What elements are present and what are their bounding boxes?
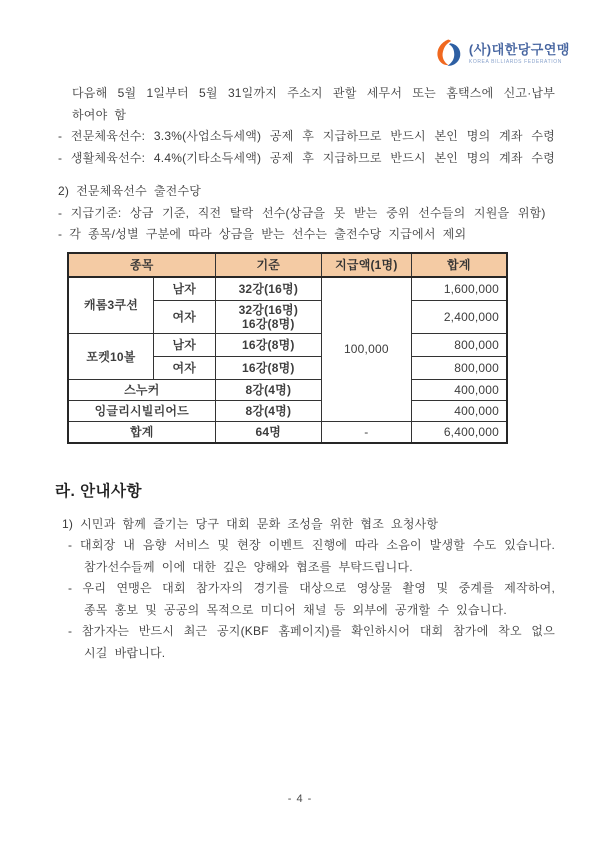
guide-section-heading: 라. 안내사항: [55, 482, 142, 500]
col-header-total: 합계: [411, 253, 507, 277]
col-header-payment: 지급액(1명): [321, 253, 411, 277]
table-row-english-billiards: [68, 401, 507, 422]
cell-basis: [215, 301, 321, 334]
cell-gender: 여자: [153, 357, 215, 380]
cell-sum-payment: -: [321, 422, 411, 443]
cell-basis: 32강(16명): [215, 277, 321, 301]
col-header-basis: 기준: [215, 253, 321, 277]
document-body: [0, 70, 600, 664]
table-row-sum: [68, 422, 507, 443]
cell-sum-basis: 64명: [215, 422, 321, 443]
cell-basis: 8강(4명): [215, 401, 321, 422]
cell-basis: 16강(8명): [215, 334, 321, 357]
cell-basis: 8강(4명): [215, 380, 321, 401]
guide-bullet1-line2: 참가선수들께 이에 대한 깊은 양해와 협조를 부탁드립니다.: [84, 559, 413, 574]
cell-sum-total: 6,400,000: [411, 422, 507, 443]
cell-total: 800,000: [411, 334, 507, 357]
kbf-flame-icon: [434, 37, 464, 69]
tax-notice-line1: 다음해 5월 1일부터 5월 31일까지 주소지 관할 세무서 또는 홈택스에 신고·납부: [72, 86, 555, 100]
cell-event-snooker: 스누커: [68, 380, 215, 401]
tax-notice-bullet-pro: - 전문체육선수: 3.3%(사업소득세액) 공제 후 지급하므로 반드시 본인 명의 계좌 수령: [58, 129, 555, 143]
allowance-bullet1: - 지급기준: 상금 기준, 직전 탈락 선수(상금을 못 받는 중위 선수들의 지원을 위함): [58, 205, 546, 220]
cell-basis: 16강(8명): [215, 357, 321, 380]
kbf-logo: [434, 36, 570, 70]
cell-gender: 여자: [153, 301, 215, 334]
table-row-snooker: [68, 380, 507, 401]
guide-item1: 1) 시민과 함께 즐기는 당구 대회 문화 조성을 위한 협조 요청사항: [62, 516, 439, 531]
cell-total: 1,600,000: [411, 277, 507, 301]
logo-text: [469, 42, 570, 65]
guide-bullet1-line1: - 대회장 내 음향 서비스 및 현장 이벤트 진행에 따라 소음이 발생할 수도 있습니다.: [68, 538, 555, 552]
table-row-carom-men: [68, 277, 507, 301]
page-number: - 4 -: [287, 793, 313, 805]
cell-event-pocket: 포켓10볼: [68, 334, 153, 380]
org-name: (사)대한당구연맹: [468, 41, 570, 57]
table-header-row: [68, 253, 507, 277]
guide-bullet2-line2: 종목 홍보 및 공공의 목적으로 미디어 채널 등 외부에 공개할 수 있습니다.: [84, 602, 507, 617]
tax-notice-bullet-amateur: - 생활체육선수: 4.4%(기타소득세액) 공제 후 지급하므로 반드시 본인 명의 계좌 수령: [58, 150, 555, 165]
allowance-bullet2: - 각 종목/성별 구분에 따라 상금을 받는 선수는 출전수당 지급에서 제외: [58, 227, 467, 241]
page-header: [0, 0, 600, 70]
guide-bullet2-line1: - 우리 연맹은 대회 참가자의 경기를 대상으로 영상물 촬영 및 중계를 제작하여,: [68, 581, 555, 595]
cell-payment-per-person: 100,000: [321, 277, 411, 422]
allowance-table: [67, 252, 508, 444]
cell-event-carom: 캐롬3쿠션: [68, 277, 153, 334]
cell-total: 400,000: [411, 401, 507, 422]
col-header-event: 종목: [68, 253, 215, 277]
allowance-heading: 2) 전문체육선수 출전수당: [58, 184, 202, 198]
cell-event-english-billiards: 잉글리시빌리어드: [68, 401, 215, 422]
cell-sum-label: 합계: [68, 422, 215, 443]
guide-bullet3-line1: - 참가자는 반드시 최근 공지(KBF 홈페이지)를 확인하시어 대회 참가에 착오 없으: [68, 624, 555, 638]
org-subtitle: KOREA BILLIARDS FEDERATION: [468, 58, 562, 65]
tax-notice-line2: 하여야 함: [72, 107, 127, 122]
cell-total: 400,000: [411, 380, 507, 401]
cell-total: 2,400,000: [411, 301, 507, 334]
cell-gender: 남자: [153, 334, 215, 357]
cell-gender: 남자: [153, 277, 215, 301]
cell-basis-line1: 32강(16명): [238, 303, 299, 317]
cell-basis-line2: 16강(8명): [242, 317, 295, 331]
cell-total: 800,000: [411, 357, 507, 380]
table-row-pocket-men: [68, 334, 507, 357]
guide-bullet3-line2: 시길 바랍니다.: [84, 645, 166, 660]
